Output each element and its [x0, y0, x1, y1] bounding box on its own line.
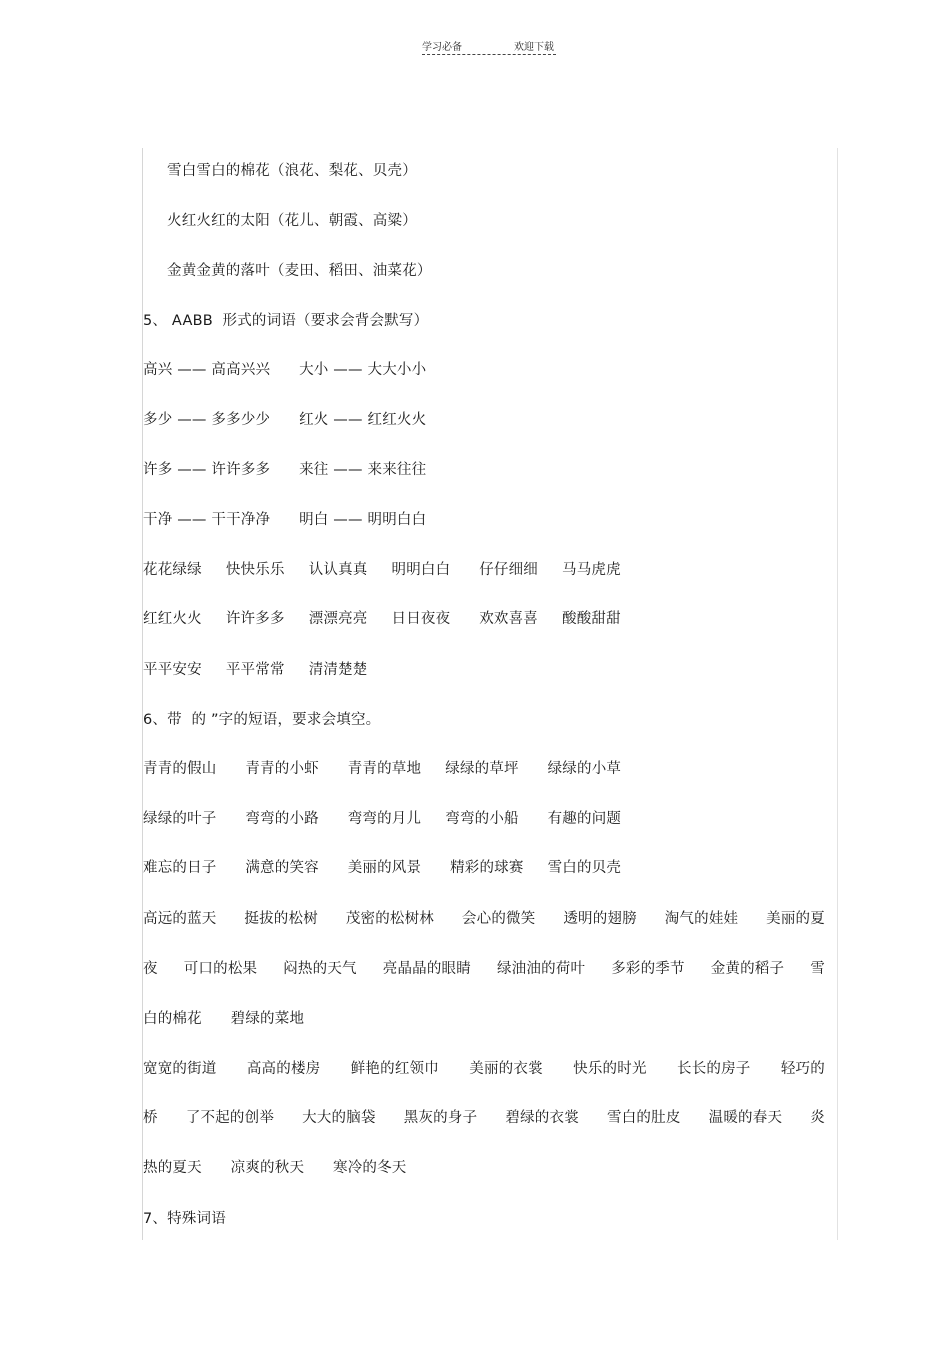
text-line: 金黄金黄的落叶（麦田、稻田、油菜花） [167, 263, 432, 279]
phrase: 了不起的创举 [185, 1110, 275, 1126]
text-line: 绿绿的叶子 弯弯的小路 弯弯的月儿 弯弯的小船 有趣的问题 [143, 811, 622, 827]
phrase: 透明的翅膀 [563, 911, 637, 927]
phrase: 快乐的时光 [573, 1061, 647, 1077]
header-dashed-rule [422, 54, 556, 55]
phrase: 高远的蓝天 [143, 911, 217, 927]
phrase: 挺拔的松树 [244, 911, 318, 927]
phrase: 碧绿的衣裳 [505, 1110, 579, 1126]
text-line: 热的夏天 凉爽的秋天 寒冷的冬天 [143, 1160, 407, 1176]
text-line: 红红火火 许许多多 漂漂亮亮 日日夜夜 欢欢喜喜 酸酸甜甜 [143, 611, 621, 627]
phrase: 雪 [810, 961, 825, 977]
phrase: 炎 [810, 1110, 825, 1126]
header-right-text: 欢迎下载 [514, 42, 554, 53]
justified-line [143, 1058, 825, 1080]
section-heading: 5、 AABB 形式的词语（要求会背会默写） [143, 313, 429, 329]
phrase: 雪白的肚皮 [607, 1110, 681, 1126]
phrase: 鲜艳的红领巾 [350, 1061, 439, 1077]
phrase: 温暖的春天 [708, 1110, 783, 1126]
text-line: 青青的假山 青青的小虾 青青的草地 绿绿的草坪 绿绿的小草 [143, 761, 622, 777]
phrase: 茂密的松树林 [345, 911, 435, 927]
phrase: 宽宽的街道 [143, 1061, 217, 1077]
text-line: 高兴 —— 高高兴兴 大小 —— 大大小小 [143, 362, 427, 378]
text-line: 白的棉花 碧绿的菜地 [143, 1011, 305, 1027]
phrase: 大大的脑袋 [302, 1110, 376, 1126]
phrase: 黑灰的身子 [403, 1110, 478, 1126]
phrase: 金黄的稻子 [710, 961, 785, 977]
phrase: 淘气的娃娃 [664, 911, 739, 927]
phrase: 桥 [143, 1110, 158, 1126]
phrase: 美丽的夏 [766, 911, 825, 927]
phrase: 美丽的衣裳 [469, 1061, 543, 1077]
phrase: 多彩的季节 [611, 961, 685, 977]
text-line: 许多 —— 许许多多 来往 —— 来来往往 [143, 462, 427, 478]
phrase: 夜 [143, 961, 158, 977]
text-line: 难忘的日子 满意的笑容 美丽的风景 精彩的球赛 雪白的贝壳 [143, 860, 622, 876]
text-line: 花花绿绿 快快乐乐 认认真真 明明白白 仔仔细细 马马虎虎 [143, 562, 621, 578]
justified-line [143, 958, 825, 980]
header-left-text: 学习必备 [422, 42, 462, 53]
phrase: 可口的松果 [183, 961, 258, 977]
phrase: 闷热的天气 [283, 961, 357, 977]
text-line: 雪白雪白的棉花（浪花、梨花、贝壳） [167, 163, 417, 179]
phrase: 会心的微笑 [461, 911, 536, 927]
justified-line [143, 908, 825, 930]
justified-line [143, 1107, 825, 1129]
text-line: 火红火红的太阳（花儿、朝霞、高粱） [167, 213, 417, 229]
phrase: 高高的楼房 [246, 1061, 321, 1077]
page-header [422, 38, 558, 58]
phrase: 轻巧的 [780, 1061, 825, 1077]
phrase: 绿油油的荷叶 [496, 961, 586, 977]
section-heading: 7、特殊词语 [143, 1211, 226, 1227]
text-line: 干净 —— 干干净净 明白 —— 明明白白 [143, 512, 427, 528]
phrase: 长长的房子 [677, 1061, 751, 1077]
text-line: 多少 —— 多多少少 红火 —— 红红火火 [143, 412, 427, 428]
section-heading: 6、带 的 ”字的短语，要求会填空。 [143, 712, 381, 728]
phrase: 亮晶晶的眼睛 [382, 961, 471, 977]
right-margin-rule [837, 148, 838, 1240]
text-line: 平平安安 平平常常 清清楚楚 [143, 662, 368, 678]
